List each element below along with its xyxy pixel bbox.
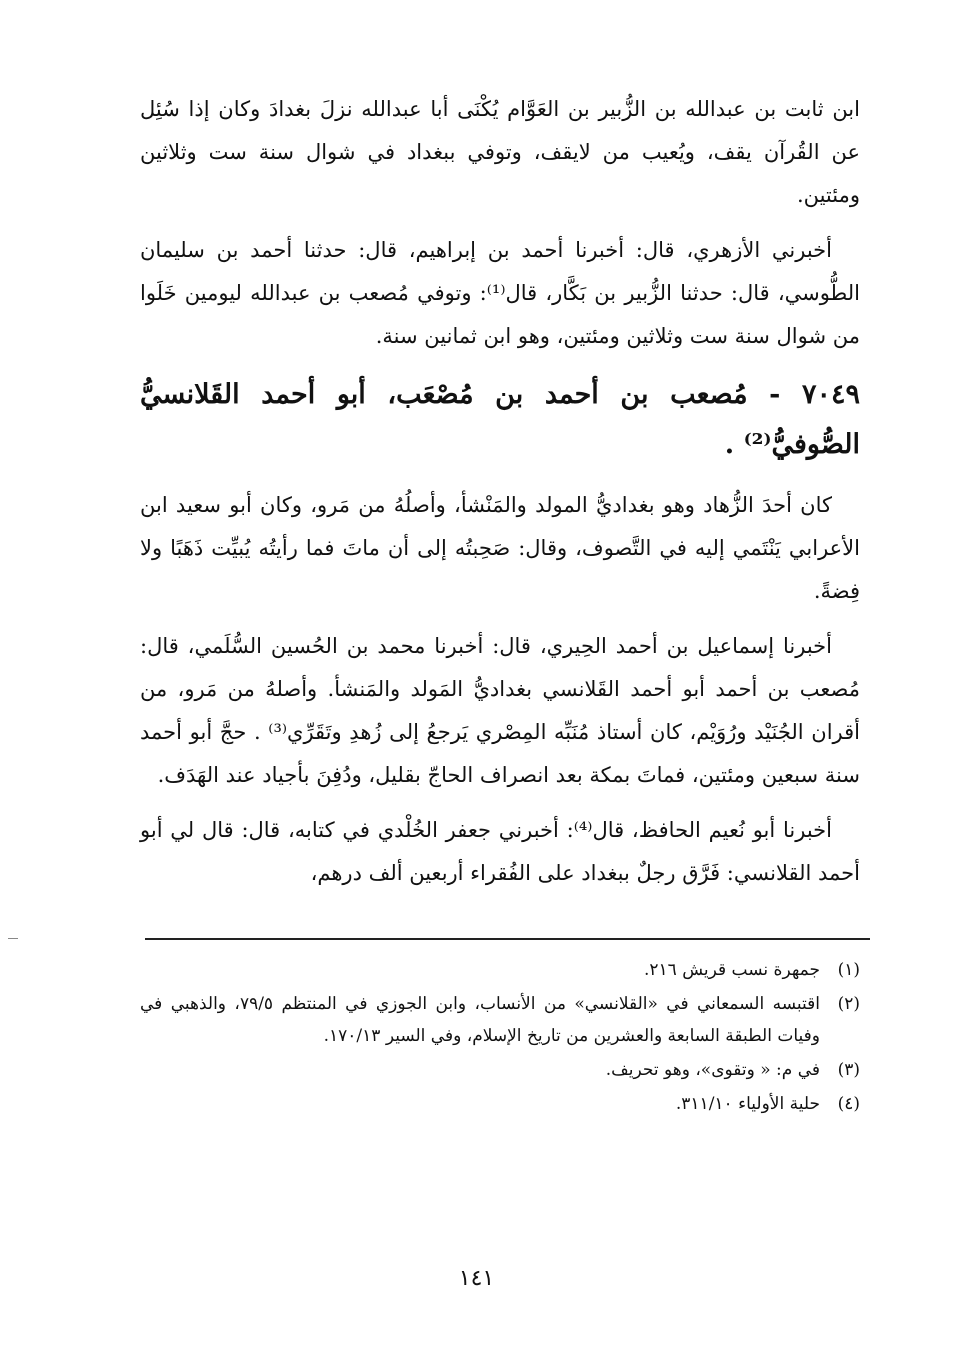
footnote-separator: [145, 938, 870, 940]
footnote-number: (٢): [837, 994, 860, 1014]
paragraph-5: أخبرنا أبو نُعيم الحافظ، قال⁽⁴⁾: أخبرني جعفر الخُلْدي في كتابه، قال: قال لي أبو أحمد القلانسي: فَرَّق رجلٌ ببغداد على الفُقراء أربعين ألف درهم،: [140, 818, 860, 885]
footnote-2: [140, 988, 860, 1052]
footnote-text: جمهرة نسب قريش ٢١٦.: [644, 960, 820, 980]
paragraph-2: أخبرني الأزهري، قال: أخبرنا أحمد بن إبراهيم، قال: حدثنا أحمد بن سليمان الطُّوسي، قال: حدثنا الزُّبير بن بَكَّار، قال⁽¹⁾: وتوفي مُصعب بن عبدالله ليومين خَلَوا من شوال سنة ست وثلاثين ومئتين، وهو ابن ثمانين سنة.: [140, 238, 861, 348]
margin-mark: [8, 938, 18, 939]
paragraph-4: أخبرنا إسماعيل بن أحمد الحِيري، قال: أخبرنا محمد بن الحُسين السُّلَمي، قال: مُصعب بن أحمد أبو أحمد القَلانسي بغداديُّ المَولد والمَنشأ. وأصلهُ من مَرو، من أقران الجُنَيْد ورُوَيْم، كان أستاذ مُنَبِّه المِصْري يَرجعُ إلى زُهدِ وتَقَرِّي⁽³⁾ . حجَّ أبو أحمد سنة سبعين ومئتين، فماتَ بمكة بعد انصراف الحاجّ بقليل، ودُفِنَ بأجياد عند الهَدَف.: [140, 634, 860, 787]
footnote-number: (٤): [837, 1094, 860, 1114]
footnote-number: (١): [837, 960, 860, 980]
footnotes: [140, 938, 860, 1122]
main-text: [140, 88, 860, 907]
entry-heading: ٧٠٤٩ - مُصعب بن أحمد بن مُصْعَب، أبو أحمد القَلانسيُّ الصُّوفيُّ⁽²⁾ .: [140, 379, 860, 460]
paragraph-3: كان أحدَ الزُّهاد وهو بغداديُّ المولد والمَنْشأ، وأصلُهُ من مَرو، وكان أبو سعيد ابن الأعرابي يَنْتَمي إليه في التَّصوف، وقال: صَحِبتُه إلى أن ماتَ فما رأيتُه يُبيِّت ذَهَبًا ولا فِضةً.: [140, 493, 860, 603]
footnote-1: [140, 954, 860, 986]
footnote-4: [140, 1088, 860, 1120]
footnote-text: في م: « وتقوى»، وهو تحريف.: [605, 1060, 820, 1080]
footnote-text: اقتبسه السمعاني في «القلانسي» من الأنساب، وابن الجوزي في المنتظم ٧٩/٥، والذهبي في وفيات الطبقة السابعة والعشرين من تاريخ الإسلام، وفي السير ١٧٠/١٣.: [140, 994, 821, 1046]
page-number: ١٤١: [458, 1266, 495, 1291]
footnote-number: (٣): [837, 1060, 860, 1080]
footnote-text: حلية الأولياء ٣١١/١٠.: [675, 1094, 820, 1114]
paragraph-1: ابن ثابت بن عبدالله بن الزُّبير بن العَوَّام يُكْنَى أبا عبدالله نزلَ بغدادَ وكان إذا سُئِل عن القُرآن يقف، ويُعيب من لايقف، وتوفي ببغداد في شوال سنة ست وثلاثين ومئتين.: [140, 97, 860, 207]
footnote-3: [140, 1054, 860, 1086]
